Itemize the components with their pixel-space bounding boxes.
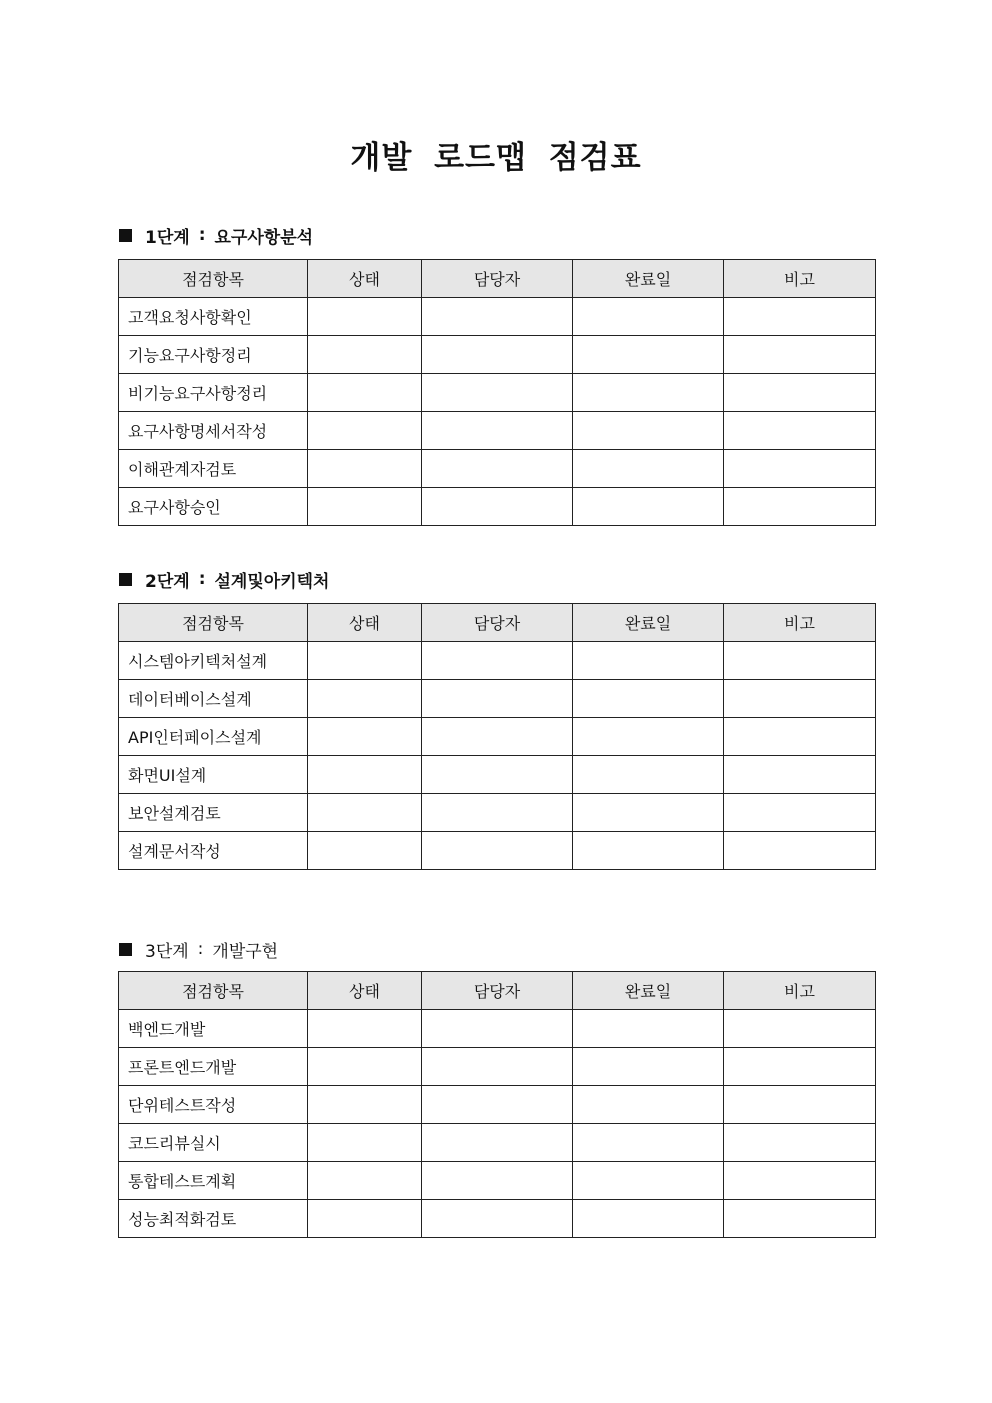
stage-2-name: 설계및아키텍처 [214, 571, 330, 592]
table-row [119, 756, 876, 794]
stage-3-separator: : [197, 939, 204, 959]
completion-date-cell[interactable] [573, 756, 724, 794]
stage-3-label: 3단계 [145, 941, 189, 962]
status-cell[interactable] [308, 794, 422, 832]
assignee-cell[interactable] [422, 832, 573, 870]
column-header-status: 상태 [308, 604, 422, 642]
check-item-cell: 데이터베이스설계 [119, 680, 308, 718]
remarks-cell[interactable] [724, 642, 876, 680]
table-row [119, 1162, 876, 1200]
column-header-item: 점검항목 [119, 604, 308, 642]
table-row [119, 488, 876, 526]
check-item-cell: 통합테스트계획 [119, 1162, 308, 1200]
stage-3-heading [119, 937, 278, 961]
stage-1-separator: : [198, 225, 206, 245]
assignee-cell[interactable] [422, 488, 573, 526]
assignee-cell[interactable] [422, 756, 573, 794]
completion-date-cell[interactable] [573, 1124, 724, 1162]
assignee-cell[interactable] [422, 718, 573, 756]
check-item-cell: 고객요청사항확인 [119, 298, 308, 336]
table-row [119, 718, 876, 756]
column-header-remarks: 비고 [724, 604, 876, 642]
assignee-cell[interactable] [422, 1162, 573, 1200]
status-cell[interactable] [308, 832, 422, 870]
column-header-remarks: 비고 [724, 260, 876, 298]
completion-date-cell[interactable] [573, 374, 724, 412]
remarks-cell[interactable] [724, 756, 876, 794]
assignee-cell[interactable] [422, 680, 573, 718]
column-header-assignee: 담당자 [422, 260, 573, 298]
completion-date-cell[interactable] [573, 642, 724, 680]
status-cell[interactable] [308, 1010, 422, 1048]
stage-2-label: 2단계 [145, 571, 190, 592]
completion-date-cell[interactable] [573, 1010, 724, 1048]
table-row [119, 832, 876, 870]
completion-date-cell[interactable] [573, 336, 724, 374]
assignee-cell[interactable] [422, 1010, 573, 1048]
completion-date-cell[interactable] [573, 680, 724, 718]
remarks-cell[interactable] [724, 488, 876, 526]
completion-date-cell[interactable] [573, 794, 724, 832]
table-row [119, 794, 876, 832]
check-item-cell: 화면UI설계 [119, 756, 308, 794]
completion-date-cell[interactable] [573, 412, 724, 450]
completion-date-cell[interactable] [573, 1162, 724, 1200]
column-header-remarks: 비고 [724, 972, 876, 1010]
table-row [119, 374, 876, 412]
table-header-row [119, 260, 876, 298]
stage-3-name: 개발구현 [212, 941, 279, 962]
table-row [119, 1086, 876, 1124]
remarks-cell[interactable] [724, 794, 876, 832]
stage-3-checklist-table [118, 971, 876, 1238]
assignee-cell[interactable] [422, 450, 573, 488]
remarks-cell[interactable] [724, 1124, 876, 1162]
status-cell[interactable] [308, 642, 422, 680]
table-row [119, 412, 876, 450]
check-item-cell: 단위테스트작성 [119, 1086, 308, 1124]
column-header-completion-date: 완료일 [573, 972, 724, 1010]
stage-2-separator: : [198, 569, 206, 589]
completion-date-cell[interactable] [573, 832, 724, 870]
assignee-cell[interactable] [422, 1124, 573, 1162]
document-title: 개발 로드맵 점검표 [350, 140, 642, 176]
completion-date-cell[interactable] [573, 1086, 724, 1124]
check-item-cell: 기능요구사항정리 [119, 336, 308, 374]
column-header-item: 점검항목 [119, 260, 308, 298]
status-cell[interactable] [308, 298, 422, 336]
assignee-cell[interactable] [422, 642, 573, 680]
status-cell[interactable] [308, 1048, 422, 1086]
completion-date-cell[interactable] [573, 450, 724, 488]
check-item-cell: 설계문서작성 [119, 832, 308, 870]
status-cell[interactable] [308, 488, 422, 526]
check-item-cell: 요구사항승인 [119, 488, 308, 526]
assignee-cell[interactable] [422, 1086, 573, 1124]
assignee-cell[interactable] [422, 336, 573, 374]
stage-2-checklist-table [118, 603, 876, 870]
completion-date-cell[interactable] [573, 718, 724, 756]
remarks-cell[interactable] [724, 412, 876, 450]
remarks-cell[interactable] [724, 374, 876, 412]
column-header-assignee: 담당자 [422, 604, 573, 642]
status-cell[interactable] [308, 412, 422, 450]
assignee-cell[interactable] [422, 298, 573, 336]
status-cell[interactable] [308, 718, 422, 756]
remarks-cell[interactable] [724, 1162, 876, 1200]
completion-date-cell[interactable] [573, 298, 724, 336]
assignee-cell[interactable] [422, 1048, 573, 1086]
table-row [119, 336, 876, 374]
status-cell[interactable] [308, 680, 422, 718]
assignee-cell[interactable] [422, 374, 573, 412]
check-item-cell: 백엔드개발 [119, 1010, 308, 1048]
completion-date-cell[interactable] [573, 1048, 724, 1086]
completion-date-cell[interactable] [573, 488, 724, 526]
stage-1-checklist-table [118, 259, 876, 526]
column-header-assignee: 담당자 [422, 972, 573, 1010]
table-row [119, 298, 876, 336]
check-item-cell: 보안설계검토 [119, 794, 308, 832]
assignee-cell[interactable] [422, 794, 573, 832]
square-bullet-icon [119, 943, 132, 956]
table-row [119, 1200, 876, 1238]
square-bullet-icon [119, 229, 132, 242]
check-item-cell: 비기능요구사항정리 [119, 374, 308, 412]
remarks-cell[interactable] [724, 832, 876, 870]
column-header-item: 점검항목 [119, 972, 308, 1010]
table-header-row [119, 604, 876, 642]
remarks-cell[interactable] [724, 718, 876, 756]
assignee-cell[interactable] [422, 412, 573, 450]
status-cell[interactable] [308, 1162, 422, 1200]
square-bullet-icon [119, 573, 132, 586]
completion-date-cell[interactable] [573, 1200, 724, 1238]
column-header-completion-date: 완료일 [573, 604, 724, 642]
column-header-status: 상태 [308, 260, 422, 298]
table-row [119, 1010, 876, 1048]
check-item-cell: 성능최적화검토 [119, 1200, 308, 1238]
table-header-row [119, 972, 876, 1010]
stage-1-label: 1단계 [145, 227, 190, 248]
status-cell[interactable] [308, 336, 422, 374]
remarks-cell[interactable] [724, 298, 876, 336]
check-item-cell: 코드리뷰실시 [119, 1124, 308, 1162]
status-cell[interactable] [308, 1124, 422, 1162]
remarks-cell[interactable] [724, 1010, 876, 1048]
table-row [119, 450, 876, 488]
check-item-cell: 시스템아키텍처설계 [119, 642, 308, 680]
status-cell[interactable] [308, 1086, 422, 1124]
stage-1-heading [119, 223, 313, 247]
remarks-cell[interactable] [724, 680, 876, 718]
stage-2-heading [119, 567, 329, 591]
status-cell[interactable] [308, 450, 422, 488]
status-cell[interactable] [308, 374, 422, 412]
status-cell[interactable] [308, 756, 422, 794]
remarks-cell[interactable] [724, 1048, 876, 1086]
table-row [119, 680, 876, 718]
remarks-cell[interactable] [724, 1200, 876, 1238]
remarks-cell[interactable] [724, 1086, 876, 1124]
check-item-cell: 요구사항명세서작성 [119, 412, 308, 450]
column-header-status: 상태 [308, 972, 422, 1010]
remarks-cell[interactable] [724, 450, 876, 488]
table-row [119, 1048, 876, 1086]
assignee-cell[interactable] [422, 1200, 573, 1238]
status-cell[interactable] [308, 1200, 422, 1238]
table-row [119, 642, 876, 680]
check-item-cell: 프론트엔드개발 [119, 1048, 308, 1086]
check-item-cell: 이해관계자검토 [119, 450, 308, 488]
check-item-cell: API인터페이스설계 [119, 718, 308, 756]
column-header-completion-date: 완료일 [573, 260, 724, 298]
table-row [119, 1124, 876, 1162]
remarks-cell[interactable] [724, 336, 876, 374]
stage-1-name: 요구사항분석 [214, 227, 314, 248]
